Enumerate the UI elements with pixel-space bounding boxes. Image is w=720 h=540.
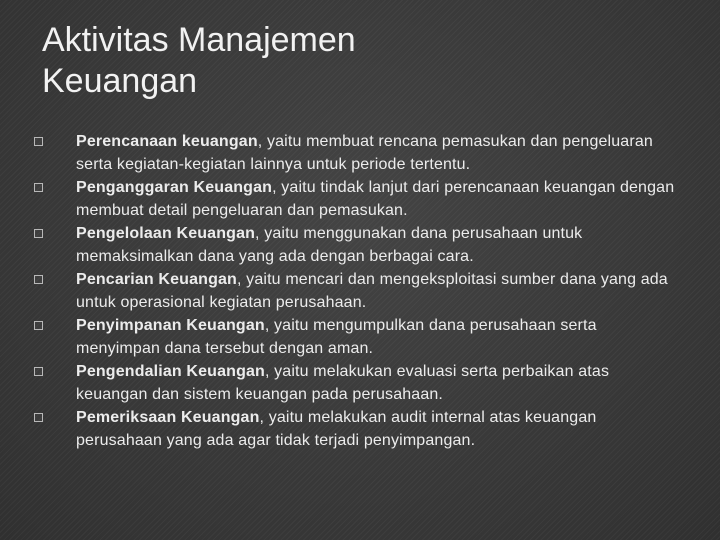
- title-line-1: Aktivitas Manajemen: [42, 21, 356, 59]
- item-term: Perencanaan keuangan: [76, 133, 258, 150]
- item-description: , yaitu menggunakan dana perusahaan untuk memaksimalkan dana yang ada dengan berbagai cara.: [76, 225, 583, 265]
- item-description: , yaitu tindak lanjut dari perencanaan keuangan dengan membuat detail pengeluaran dan pemasukan.: [76, 179, 675, 219]
- slide-title: [42, 20, 682, 102]
- list-item-perencanaan: [32, 130, 682, 176]
- item-term: Penyimpanan Keuangan: [76, 317, 265, 334]
- square-bullet-icon: [34, 137, 43, 146]
- list-item-penganggaran: [32, 176, 682, 222]
- item-description: , yaitu melakukan audit internal atas keuangan perusahaan yang ada agar tidak terjadi penyimpangan.: [76, 409, 597, 449]
- item-term: Pemeriksaan Keuangan: [76, 409, 260, 426]
- square-bullet-icon: [34, 413, 43, 422]
- item-description: , yaitu mengumpulkan dana perusahaan serta menyimpan dana tersebut dengan aman.: [76, 317, 597, 357]
- square-bullet-icon: [34, 275, 43, 284]
- item-term: Penganggaran Keuangan: [76, 179, 273, 196]
- title-line-2: Keuangan: [42, 62, 198, 100]
- item-description: , yaitu membuat rencana pemasukan dan pengeluaran serta kegiatan-kegiatan lainnya untuk periode tertentu.: [76, 133, 653, 173]
- list-item-pencarian: [32, 268, 682, 314]
- list-item-pemeriksaan: [32, 406, 682, 452]
- square-bullet-icon: [34, 183, 43, 192]
- square-bullet-icon: [34, 367, 43, 376]
- bullet-list: [32, 130, 682, 452]
- item-term: Pengendalian Keuangan: [76, 363, 265, 380]
- item-description: , yaitu melakukan evaluasi serta perbaikan atas keuangan dan sistem keuangan pada perusahaan.: [76, 363, 610, 403]
- list-item-pengelolaan: [32, 222, 682, 268]
- item-term: Pencarian Keuangan: [76, 271, 237, 288]
- item-description: , yaitu mencari dan mengeksploitasi sumber dana yang ada untuk operasional kegiatan perusahaan.: [76, 271, 668, 311]
- list-item-pengendalian: [32, 360, 682, 406]
- square-bullet-icon: [34, 229, 43, 238]
- square-bullet-icon: [34, 321, 43, 330]
- list-item-penyimpanan: [32, 314, 682, 360]
- item-term: Pengelolaan Keuangan: [76, 225, 256, 242]
